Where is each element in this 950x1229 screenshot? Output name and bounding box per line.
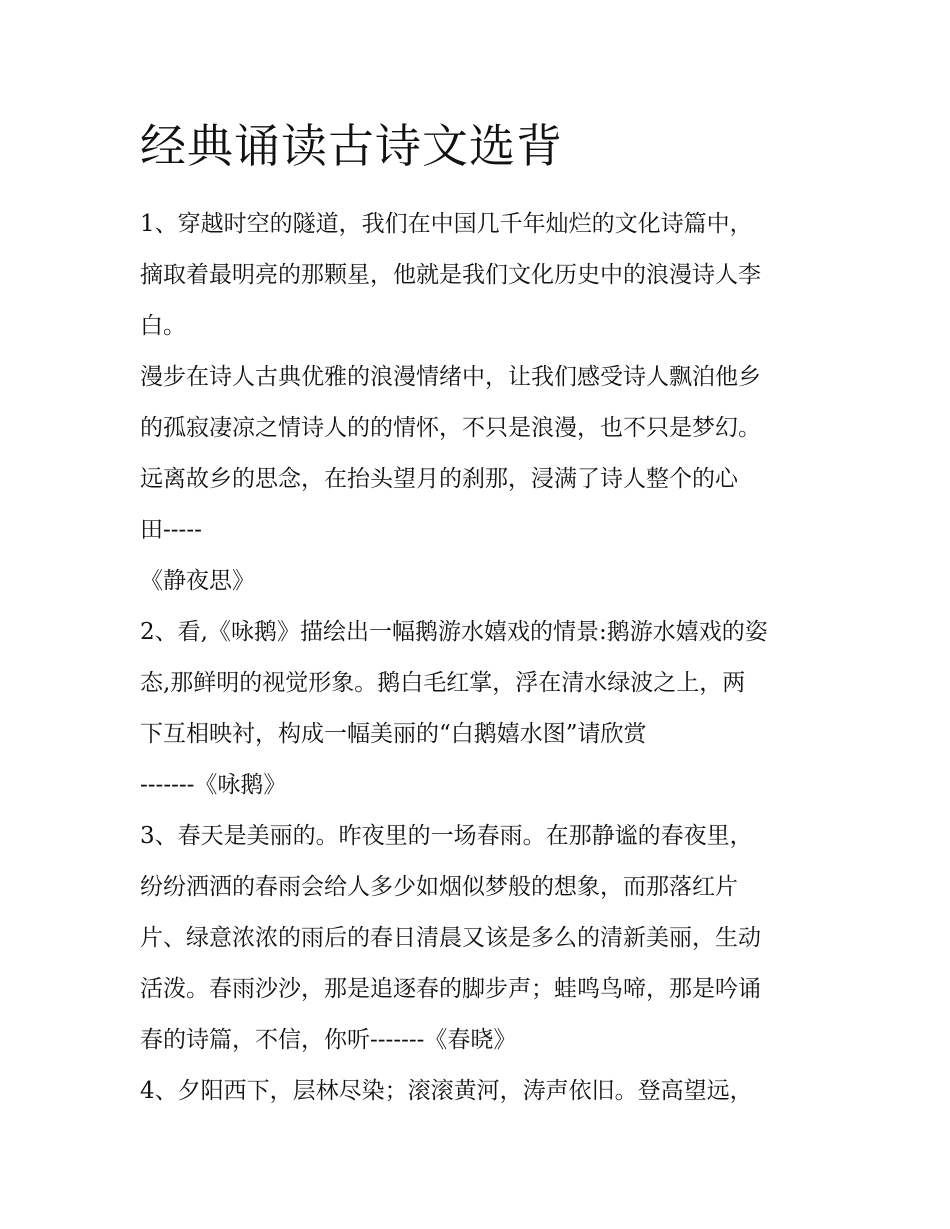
paragraph-line: 1、穿越时空的隧道，我们在中国几千年灿烂的文化诗篇中，	[140, 211, 753, 237]
paragraph-line: 4、夕阳西下，层林尽染；滚滚黄河，涛声依旧。登高望远，	[140, 1078, 753, 1104]
paragraph-line: 田-----	[140, 517, 202, 543]
poem-title-line: 《静夜思》	[140, 568, 255, 594]
paragraph-line: 2、看,《咏鹅》描绘出一幅鹅游水嬉戏的情景:鹅游水嬉戏的姿	[140, 619, 768, 645]
paragraph-line: 摘取着最明亮的那颗星，他就是我们文化历史中的浪漫诗人李	[140, 262, 761, 288]
page-title: 经典诵读古诗文选背	[140, 119, 563, 173]
paragraph-line: 漫步在诗人古典优雅的浪漫情绪中，让我们感受诗人飘泊他乡	[140, 364, 761, 390]
paragraph-line: 远离故乡的思念，在抬头望月的刹那，浸满了诗人整个的心	[140, 466, 738, 492]
paragraph-line: 活泼。春雨沙沙，那是追逐春的脚步声；蛙鸣鸟啼，那是吟诵	[140, 976, 761, 1002]
document-body	[140, 199, 830, 1117]
poem-title-line: -------《咏鹅》	[140, 772, 287, 798]
paragraph-line: 片、绿意浓浓的雨后的春日清晨又该是多么的清新美丽，生动	[140, 925, 761, 951]
paragraph-line: 白。	[140, 313, 186, 339]
paragraph-line: 态,那鲜明的视觉形象。鹅白毛红掌，浮在清水绿波之上，两	[140, 670, 746, 696]
paragraph-line: 下互相映衬，构成一幅美丽的“白鹅嬉水图”请欣赏	[140, 721, 647, 747]
paragraph-line: 的孤寂凄凉之情诗人的的情怀，不只是浪漫，也不只是梦幻。	[140, 415, 761, 441]
paragraph-line: 春的诗篇，不信，你听-------《春晓》	[140, 1027, 517, 1053]
paragraph-line: 3、春天是美丽的。昨夜里的一场春雨。在那静谧的春夜里，	[140, 823, 753, 849]
paragraph-line: 纷纷洒洒的春雨会给人多少如烟似梦般的想象，而那落红片	[140, 874, 738, 900]
